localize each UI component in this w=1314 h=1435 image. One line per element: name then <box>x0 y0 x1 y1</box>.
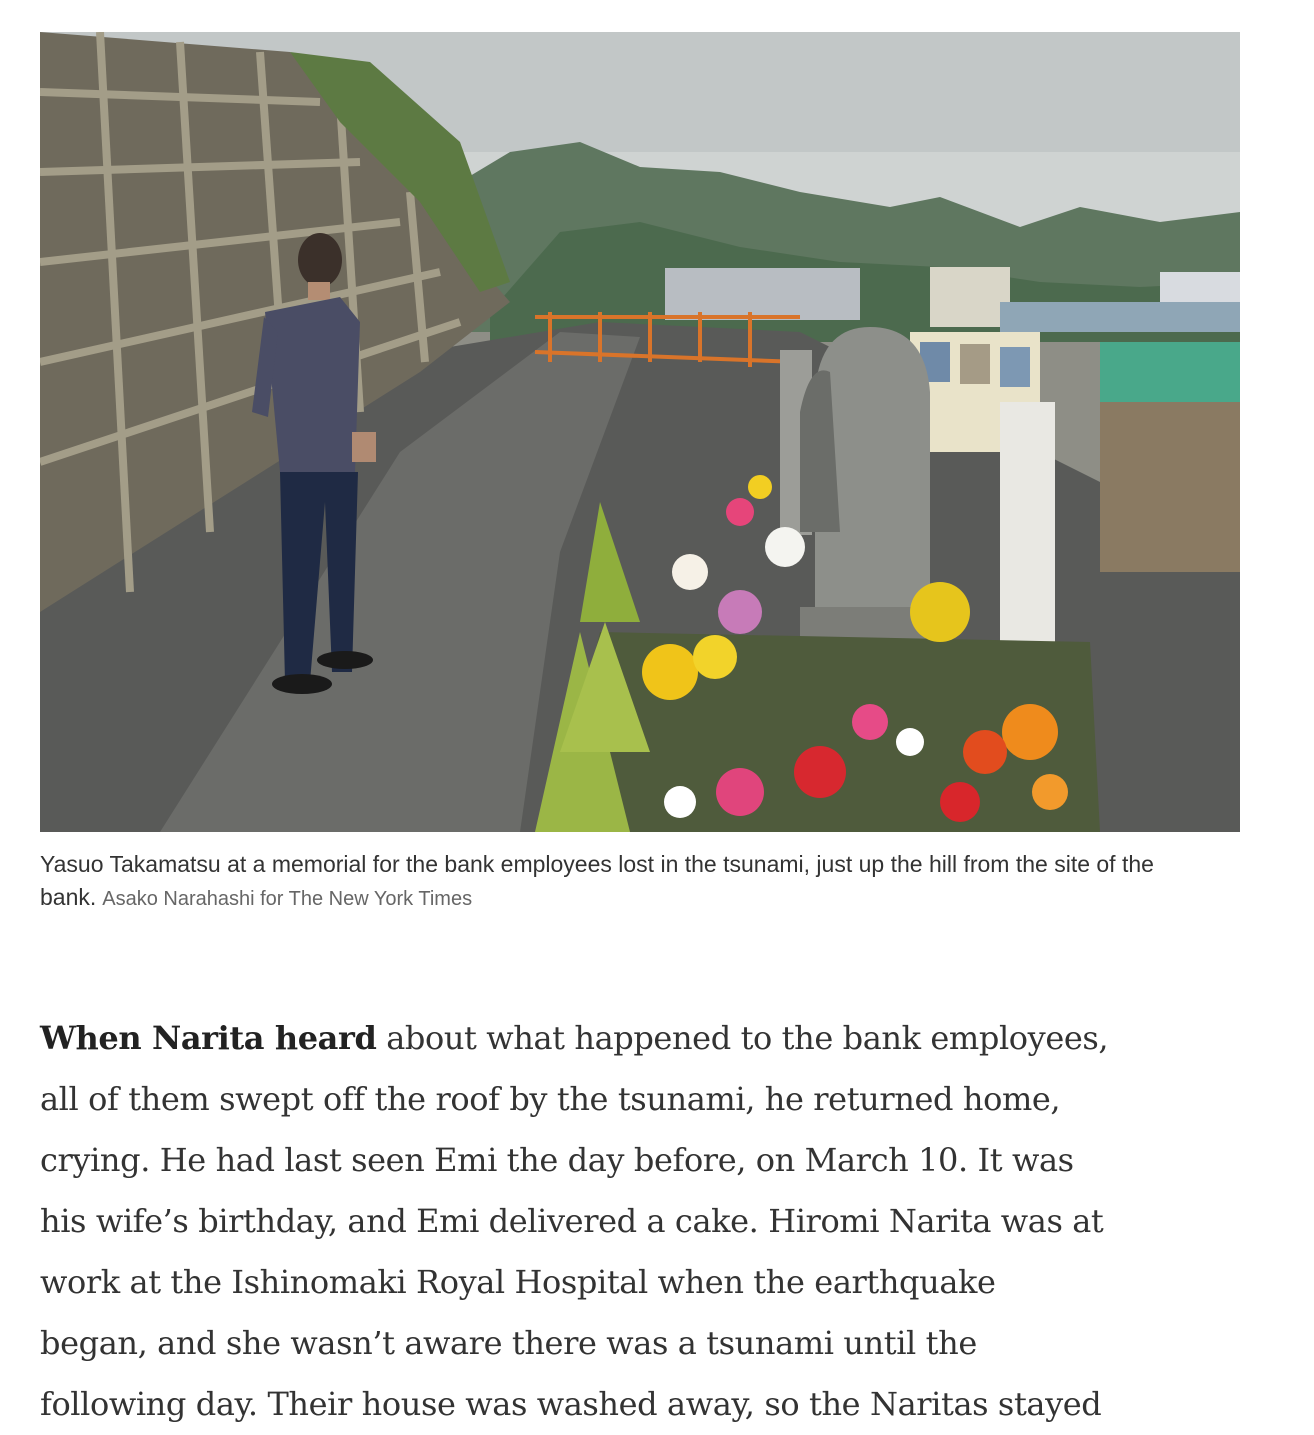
article-line-1 <box>40 1008 1240 1069</box>
article-line-7: following day. Their house was washed away, so the Naritas stayed <box>40 1385 1102 1423</box>
article-body <box>40 1008 1240 1435</box>
paragraph-lead-in: When Narita heard <box>40 1019 377 1057</box>
memorial-photo-illustration <box>40 32 1240 832</box>
article-line-2: all of them swept off the roof by the tsunami, he returned home, <box>40 1080 1061 1118</box>
article-line-5: work at the Ishinomaki Royal Hospital when the earthquake <box>40 1263 996 1301</box>
caption-text: Yasuo Takamatsu at a memorial for the bank employees lost in the tsunami, just up the hill from the site of the bank. <box>40 851 1154 910</box>
photo-credit: Asako Narahashi for The New York Times <box>102 888 473 910</box>
article-line-6: began, and she wasn’t aware there was a tsunami until the <box>40 1324 977 1362</box>
article-line-3: crying. He had last seen Emi the day before, on March 10. It was <box>40 1141 1074 1179</box>
article-line-4: his wife’s birthday, and Emi delivered a cake. Hiromi Narita was at <box>40 1202 1104 1240</box>
memorial-photo <box>40 32 1240 832</box>
photo-caption <box>40 848 1240 916</box>
article-line-1-text: about what happened to the bank employees, <box>376 1019 1109 1057</box>
